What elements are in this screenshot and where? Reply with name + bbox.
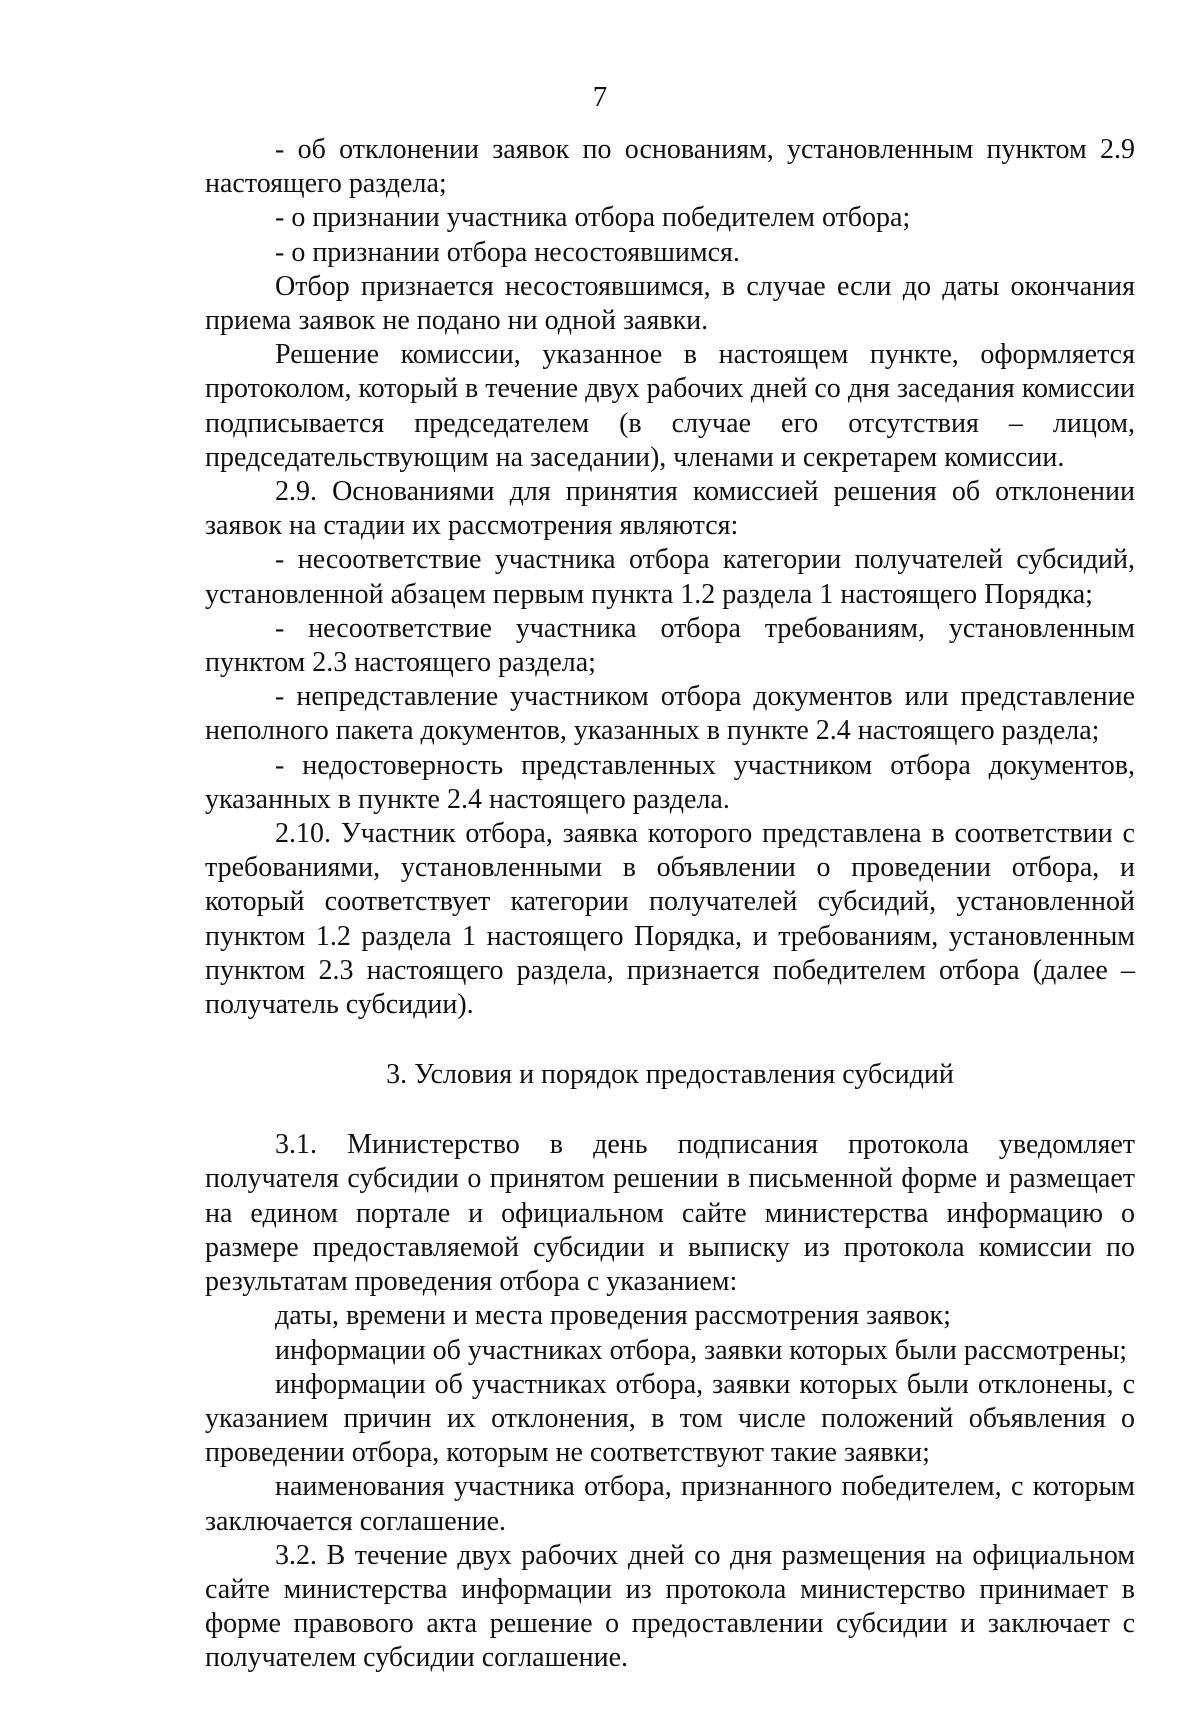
document-body [205,133,1135,1676]
paragraph: - о признании участника отбора победителем отбора; [275,202,911,234]
paragraph: - недостоверность представленных участником отбора документов, указанных в пункте 2.4 настоящего раздела. [205,749,1135,815]
paragraph: 2.10. Участник отбора, заявка которого представлена в соответствии с требованиями, установленными в объявлении о проведении отбора, и который соответствует категории получателей субсидий, установленной пунктом 1.2 раздела 1 настоящего Порядка, и требованиям, установленным пунктом 2.3 настоящего раздела, признается победителем отбора (далее – получатель субсидии). [205,818,1135,1021]
paragraph: даты, времени и места проведения рассмотрения заявок; [275,1300,951,1332]
paragraph: 3.2. В течение двух рабочих дней со дня размещения на официальном сайте министерства информации из протокола министерство принимает в форме правового акта решение о предоставлении субсидии и заключает с получателем субсидии соглашение. [205,1539,1135,1674]
paragraph: - несоответствие участника отбора требованиям, установленным пунктом 2.3 настоящего раздела; [205,612,1135,679]
paragraph: 3.1. Министерство в день подписания протокола уведомляет получателя субсидии о принятом решении в письменной форме и размещает на едином портале и официальном сайте министерства информацию о размере предоставляемой субсидии и выписку из протокола комиссии по результатам проведения отбора с указанием: [205,1129,1135,1298]
paragraph: информации об участниках отбора, заявки которых были отклонены, с указанием причин их отклонения, в том числе положений объявления о проведении отбора, которым не соответствуют такие заявки; [205,1368,1135,1469]
paragraph: информации об участниках отбора, заявки которых были рассмотрены; [275,1334,1128,1366]
paragraph: наименования участника отбора, признанного победителем, с которым заключается соглашение. [205,1471,1135,1537]
paragraph: - непредставление участником отбора документов или представление неполного пакета документов, указанных в пункте 2.4 настоящего раздела; [205,681,1135,747]
section-heading: 3. Условия и порядок предоставления субсидий [386,1059,954,1091]
paragraph: - о признании отбора несостоявшимся. [275,236,740,268]
paragraph: Отбор признается несостоявшимся, в случае если до даты окончания приема заявок не подано ни одной заявки. [205,270,1135,337]
paragraph: - об отклонении заявок по основаниям, установленным пунктом 2.9 настоящего раздела; [205,134,1135,200]
paragraph: Решение комиссии, указанное в настоящем пункте, оформляется протоколом, который в течение двух рабочих дней со дня заседания комиссии подписывается председателем (в случае его отсутствия – лицом, председательствующим на заседании), членами и секретарем комиссии. [205,339,1135,473]
page-number: 7 [592,81,608,113]
paragraph: 2.9. Основаниями для принятия комиссией решения об отклонении заявок на стадии их рассмотрения являются: [205,476,1135,542]
paragraph: - несоответствие участника отбора категории получателей субсидий, установленной абзацем первым пункта 1.2 раздела 1 настоящего Порядка; [205,544,1135,610]
